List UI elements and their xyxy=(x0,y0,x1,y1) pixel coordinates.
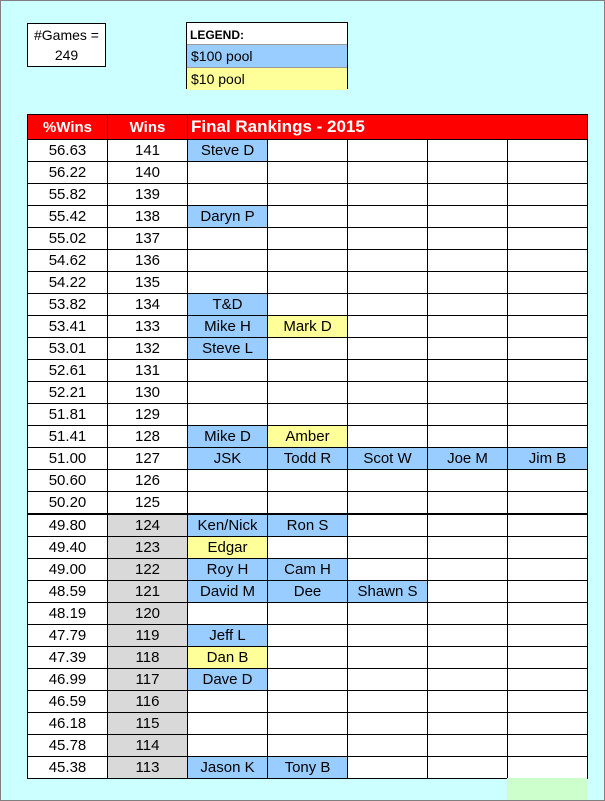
player-name-cell[interactable]: Roy H xyxy=(188,559,268,581)
player-name-cell[interactable] xyxy=(428,206,508,228)
player-name-cell[interactable] xyxy=(268,603,348,625)
player-name-cell[interactable] xyxy=(508,206,588,228)
table-row xyxy=(28,492,588,515)
highlighted-cell[interactable] xyxy=(507,778,587,800)
player-name-cell[interactable] xyxy=(188,228,268,250)
player-name-cell[interactable] xyxy=(508,735,588,757)
wins-cell[interactable]: 126 xyxy=(108,470,188,492)
pct-wins-cell[interactable]: 54.22 xyxy=(28,272,108,294)
header-pct-wins: %Wins xyxy=(28,115,108,140)
player-name-cell[interactable] xyxy=(188,360,268,382)
table-row xyxy=(28,514,588,537)
player-name-cell[interactable] xyxy=(428,470,508,492)
player-name-cell[interactable] xyxy=(268,294,348,316)
player-name-cell[interactable] xyxy=(268,250,348,272)
player-name-cell[interactable] xyxy=(268,404,348,426)
player-name-cell[interactable]: Dee xyxy=(268,581,348,603)
wins-cell[interactable]: 117 xyxy=(108,669,188,691)
player-name-cell[interactable] xyxy=(268,470,348,492)
games-label: #Games = xyxy=(34,27,99,43)
player-name-cell[interactable] xyxy=(508,228,588,250)
player-name-cell[interactable] xyxy=(508,272,588,294)
wins-cell[interactable]: 119 xyxy=(108,625,188,647)
player-name-cell[interactable] xyxy=(188,713,268,735)
pct-wins-cell[interactable]: 52.61 xyxy=(28,360,108,382)
player-name-cell[interactable] xyxy=(268,713,348,735)
player-name-cell[interactable]: Jim B xyxy=(508,448,588,470)
player-name-cell[interactable] xyxy=(348,272,428,294)
player-name-cell[interactable] xyxy=(348,184,428,206)
table-row xyxy=(28,691,588,713)
rankings-table xyxy=(27,114,588,779)
player-name-cell[interactable] xyxy=(268,691,348,713)
player-name-cell[interactable]: Scot W xyxy=(348,448,428,470)
player-name-cell[interactable] xyxy=(428,140,508,162)
player-name-cell[interactable] xyxy=(428,581,508,603)
player-name-cell[interactable]: Shawn S xyxy=(348,581,428,603)
player-name-cell[interactable]: Dave D xyxy=(188,669,268,691)
table-row xyxy=(28,603,588,625)
player-name-cell[interactable] xyxy=(508,404,588,426)
player-name-cell[interactable] xyxy=(348,647,428,669)
table-title: Final Rankings - 2015 xyxy=(188,115,588,140)
player-name-cell[interactable] xyxy=(508,647,588,669)
player-name-cell[interactable] xyxy=(428,757,508,779)
player-name-cell[interactable] xyxy=(508,581,588,603)
player-name-cell[interactable] xyxy=(508,316,588,338)
player-name-cell[interactable] xyxy=(348,426,428,448)
player-name-cell[interactable] xyxy=(268,338,348,360)
pct-wins-cell[interactable]: 45.38 xyxy=(28,757,108,779)
pct-wins-cell[interactable]: 56.22 xyxy=(28,162,108,184)
player-name-cell[interactable] xyxy=(428,294,508,316)
player-name-cell[interactable] xyxy=(508,669,588,691)
wins-cell[interactable]: 118 xyxy=(108,647,188,669)
player-name-cell[interactable]: Jeff L xyxy=(188,625,268,647)
table-row xyxy=(28,294,588,316)
wins-cell[interactable]: 113 xyxy=(108,757,188,779)
wins-cell[interactable]: 131 xyxy=(108,360,188,382)
player-name-cell[interactable] xyxy=(428,228,508,250)
player-name-cell[interactable] xyxy=(188,184,268,206)
player-name-cell[interactable] xyxy=(428,603,508,625)
wins-cell[interactable]: 121 xyxy=(108,581,188,603)
pct-wins-cell[interactable]: 48.59 xyxy=(28,581,108,603)
pct-wins-cell[interactable]: 56.63 xyxy=(28,140,108,162)
player-name-cell[interactable]: Ken/Nick xyxy=(188,514,268,537)
player-name-cell[interactable]: Tony B xyxy=(268,757,348,779)
player-name-cell[interactable] xyxy=(188,250,268,272)
pct-wins-cell[interactable]: 51.00 xyxy=(28,448,108,470)
pct-wins-cell[interactable]: 53.82 xyxy=(28,294,108,316)
player-name-cell[interactable] xyxy=(348,691,428,713)
wins-cell[interactable]: 114 xyxy=(108,735,188,757)
player-name-cell[interactable] xyxy=(188,691,268,713)
player-name-cell[interactable] xyxy=(348,294,428,316)
legend-title: LEGEND: xyxy=(190,28,244,42)
table-row xyxy=(28,735,588,757)
pct-wins-cell[interactable]: 49.40 xyxy=(28,537,108,559)
player-name-cell[interactable] xyxy=(188,272,268,294)
pct-wins-cell[interactable]: 51.41 xyxy=(28,426,108,448)
pct-wins-cell[interactable]: 47.39 xyxy=(28,647,108,669)
player-name-cell[interactable] xyxy=(508,625,588,647)
wins-cell[interactable]: 134 xyxy=(108,294,188,316)
pct-wins-cell[interactable]: 55.82 xyxy=(28,184,108,206)
table-row xyxy=(28,250,588,272)
player-name-cell[interactable]: Mike H xyxy=(188,316,268,338)
player-name-cell[interactable] xyxy=(428,338,508,360)
pct-wins-cell[interactable]: 54.62 xyxy=(28,250,108,272)
legend-item-10-pool: $10 pool xyxy=(187,67,347,90)
pct-wins-cell[interactable]: 46.99 xyxy=(28,669,108,691)
player-name-cell[interactable] xyxy=(268,162,348,184)
table-row xyxy=(28,228,588,250)
wins-cell[interactable]: 140 xyxy=(108,162,188,184)
table-row xyxy=(28,206,588,228)
player-name-cell[interactable] xyxy=(348,625,428,647)
player-name-cell[interactable]: Dan B xyxy=(188,647,268,669)
player-name-cell[interactable] xyxy=(348,338,428,360)
wins-cell[interactable]: 136 xyxy=(108,250,188,272)
player-name-cell[interactable] xyxy=(268,184,348,206)
player-name-cell[interactable]: T&D xyxy=(188,294,268,316)
player-name-cell[interactable] xyxy=(508,492,588,515)
player-name-cell[interactable] xyxy=(348,228,428,250)
table-row xyxy=(28,162,588,184)
player-name-cell[interactable] xyxy=(428,735,508,757)
player-name-cell[interactable] xyxy=(348,162,428,184)
player-name-cell[interactable] xyxy=(508,162,588,184)
player-name-cell[interactable] xyxy=(348,382,428,404)
player-name-cell[interactable] xyxy=(508,603,588,625)
wins-cell[interactable]: 132 xyxy=(108,338,188,360)
player-name-cell[interactable]: Amber xyxy=(268,426,348,448)
player-name-cell[interactable] xyxy=(188,492,268,515)
player-name-cell[interactable]: JSK xyxy=(188,448,268,470)
table-row xyxy=(28,757,588,779)
player-name-cell[interactable] xyxy=(508,713,588,735)
player-name-cell[interactable] xyxy=(268,382,348,404)
player-name-cell[interactable] xyxy=(348,735,428,757)
player-name-cell[interactable] xyxy=(268,206,348,228)
player-name-cell[interactable] xyxy=(348,514,428,537)
wins-cell[interactable]: 138 xyxy=(108,206,188,228)
player-name-cell[interactable] xyxy=(508,537,588,559)
pct-wins-cell[interactable]: 50.60 xyxy=(28,470,108,492)
pct-wins-cell[interactable]: 53.41 xyxy=(28,316,108,338)
table-row xyxy=(28,448,588,470)
player-name-cell[interactable] xyxy=(428,559,508,581)
player-name-cell[interactable] xyxy=(268,140,348,162)
wins-cell[interactable]: 115 xyxy=(108,713,188,735)
player-name-cell[interactable] xyxy=(348,492,428,515)
player-name-cell[interactable]: Mike D xyxy=(188,426,268,448)
pct-wins-cell[interactable]: 51.81 xyxy=(28,404,108,426)
player-name-cell[interactable] xyxy=(508,294,588,316)
player-name-cell[interactable] xyxy=(268,228,348,250)
table-row xyxy=(28,316,588,338)
table-row xyxy=(28,382,588,404)
player-name-cell[interactable] xyxy=(428,316,508,338)
wins-cell[interactable]: 127 xyxy=(108,448,188,470)
wins-cell[interactable]: 116 xyxy=(108,691,188,713)
wins-cell[interactable]: 122 xyxy=(108,559,188,581)
table-row xyxy=(28,184,588,206)
table-row xyxy=(28,360,588,382)
player-name-cell[interactable] xyxy=(348,559,428,581)
player-name-cell[interactable]: Edgar xyxy=(188,537,268,559)
player-name-cell[interactable] xyxy=(188,162,268,184)
player-name-cell[interactable] xyxy=(428,537,508,559)
wins-cell[interactable]: 141 xyxy=(108,140,188,162)
table-row xyxy=(28,625,588,647)
wins-cell[interactable]: 120 xyxy=(108,603,188,625)
player-name-cell[interactable] xyxy=(508,360,588,382)
player-name-cell[interactable] xyxy=(268,272,348,294)
pct-wins-cell[interactable]: 46.18 xyxy=(28,713,108,735)
player-name-cell[interactable]: Todd R xyxy=(268,448,348,470)
table-header-row xyxy=(28,115,588,140)
pct-wins-cell[interactable]: 45.78 xyxy=(28,735,108,757)
player-name-cell[interactable] xyxy=(508,426,588,448)
player-name-cell[interactable] xyxy=(428,713,508,735)
player-name-cell[interactable]: Ron S xyxy=(268,514,348,537)
pct-wins-cell[interactable]: 55.02 xyxy=(28,228,108,250)
table-row xyxy=(28,404,588,426)
wins-cell[interactable]: 124 xyxy=(108,514,188,537)
wins-cell[interactable]: 133 xyxy=(108,316,188,338)
player-name-cell[interactable] xyxy=(428,647,508,669)
player-name-cell[interactable] xyxy=(268,625,348,647)
player-name-cell[interactable] xyxy=(428,492,508,515)
player-name-cell[interactable] xyxy=(348,206,428,228)
table-row xyxy=(28,559,588,581)
header-wins: Wins xyxy=(108,115,188,140)
player-name-cell[interactable] xyxy=(268,647,348,669)
table-row xyxy=(28,669,588,691)
player-name-cell[interactable] xyxy=(348,404,428,426)
wins-cell[interactable]: 135 xyxy=(108,272,188,294)
player-name-cell[interactable]: Daryn P xyxy=(188,206,268,228)
table-row xyxy=(28,713,588,735)
player-name-cell[interactable] xyxy=(188,404,268,426)
player-name-cell[interactable] xyxy=(428,162,508,184)
player-name-cell[interactable] xyxy=(428,360,508,382)
player-name-cell[interactable]: Joe M xyxy=(428,448,508,470)
player-name-cell[interactable]: David M xyxy=(188,581,268,603)
player-name-cell[interactable] xyxy=(348,537,428,559)
pct-wins-cell[interactable]: 55.42 xyxy=(28,206,108,228)
player-name-cell[interactable] xyxy=(508,250,588,272)
table-row xyxy=(28,647,588,669)
player-name-cell[interactable] xyxy=(508,691,588,713)
table-row xyxy=(28,338,588,360)
player-name-cell[interactable] xyxy=(428,691,508,713)
wins-cell[interactable]: 137 xyxy=(108,228,188,250)
pct-wins-cell[interactable]: 52.21 xyxy=(28,382,108,404)
pct-wins-cell[interactable]: 53.01 xyxy=(28,338,108,360)
player-name-cell[interactable] xyxy=(508,140,588,162)
table-row xyxy=(28,140,588,162)
player-name-cell[interactable] xyxy=(428,184,508,206)
player-name-cell[interactable] xyxy=(428,272,508,294)
wins-cell[interactable]: 129 xyxy=(108,404,188,426)
pct-wins-cell[interactable]: 48.19 xyxy=(28,603,108,625)
player-name-cell[interactable] xyxy=(428,404,508,426)
wins-cell[interactable]: 123 xyxy=(108,537,188,559)
pct-wins-cell[interactable]: 49.80 xyxy=(28,514,108,537)
player-name-cell[interactable]: Steve L xyxy=(188,338,268,360)
player-name-cell[interactable]: Jason K xyxy=(188,757,268,779)
wins-cell[interactable]: 139 xyxy=(108,184,188,206)
player-name-cell[interactable] xyxy=(268,492,348,515)
player-name-cell[interactable] xyxy=(348,757,428,779)
player-name-cell[interactable] xyxy=(348,713,428,735)
player-name-cell[interactable] xyxy=(348,669,428,691)
pct-wins-cell[interactable]: 47.79 xyxy=(28,625,108,647)
games-value: 249 xyxy=(54,47,79,63)
player-name-cell[interactable] xyxy=(428,625,508,647)
player-name-cell[interactable] xyxy=(188,603,268,625)
player-name-cell[interactable] xyxy=(508,757,588,779)
player-name-cell[interactable] xyxy=(348,360,428,382)
player-name-cell[interactable]: Cam H xyxy=(268,559,348,581)
player-name-cell[interactable] xyxy=(508,514,588,537)
table-row xyxy=(28,581,588,603)
pct-wins-cell[interactable]: 50.20 xyxy=(28,492,108,515)
player-name-cell[interactable] xyxy=(508,184,588,206)
player-name-cell[interactable] xyxy=(348,470,428,492)
player-name-cell[interactable]: Steve D xyxy=(188,140,268,162)
player-name-cell[interactable] xyxy=(508,382,588,404)
player-name-cell[interactable] xyxy=(268,360,348,382)
player-name-cell[interactable] xyxy=(428,250,508,272)
player-name-cell[interactable] xyxy=(508,470,588,492)
player-name-cell[interactable] xyxy=(428,382,508,404)
wins-cell[interactable]: 128 xyxy=(108,426,188,448)
player-name-cell[interactable]: Mark D xyxy=(268,316,348,338)
games-count-box xyxy=(27,23,106,67)
table-row xyxy=(28,426,588,448)
player-name-cell[interactable] xyxy=(188,735,268,757)
player-name-cell[interactable] xyxy=(348,250,428,272)
player-name-cell[interactable] xyxy=(268,669,348,691)
player-name-cell[interactable] xyxy=(348,603,428,625)
legend-item-100-pool: $100 pool xyxy=(187,44,347,67)
table-row xyxy=(28,272,588,294)
legend xyxy=(186,22,348,89)
table-row xyxy=(28,470,588,492)
player-name-cell[interactable] xyxy=(348,140,428,162)
player-name-cell[interactable] xyxy=(508,559,588,581)
player-name-cell[interactable] xyxy=(268,537,348,559)
player-name-cell[interactable] xyxy=(188,470,268,492)
table-row xyxy=(28,537,588,559)
player-name-cell[interactable] xyxy=(508,338,588,360)
pct-wins-cell[interactable]: 46.59 xyxy=(28,691,108,713)
player-name-cell[interactable] xyxy=(428,426,508,448)
wins-cell[interactable]: 130 xyxy=(108,382,188,404)
player-name-cell[interactable] xyxy=(428,514,508,537)
player-name-cell[interactable] xyxy=(188,382,268,404)
player-name-cell[interactable] xyxy=(428,669,508,691)
wins-cell[interactable]: 125 xyxy=(108,492,188,515)
pct-wins-cell[interactable]: 49.00 xyxy=(28,559,108,581)
player-name-cell[interactable] xyxy=(268,735,348,757)
player-name-cell[interactable] xyxy=(348,316,428,338)
